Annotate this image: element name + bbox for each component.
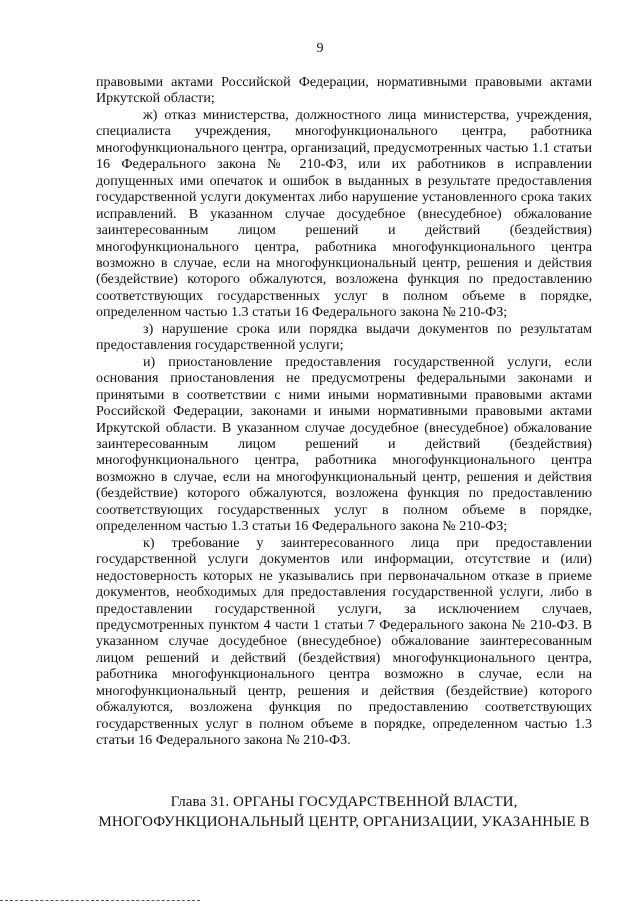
paragraph-item-k: к) требование у заинтересованного лица при предоставлении государственной услуги документов или информации, отсутствие и (или) недостоверность которых не указывались при первоначальном отказе в приеме документов, необходимых для предоставления государственной услуги, либо в предоставлении государственной услуги, за исключением случаев, предусмотренных пунктом 4 части 1 статьи 7 Федерального закона № 210-ФЗ. В указанном случае досудебное (внесудебное) обжалование заинтересованным лицом решений и действий (бездействия) многофункционального центра, работника многофункционального центра возможно в случае, если на многофункциональный центр, решения и действия (бездействие) которого обжалуются, возложена функция по предоставлению соответствующих государственных услуг в полном объеме в порядке, определенном частью 1.3 статьи 16 Федерального закона № 210-ФЗ. [96, 534, 592, 749]
paragraph-item-z: з) нарушение срока или порядка выдачи документов по результатам предоставления государственной услуги; [96, 320, 592, 354]
chapter-heading-line-2: МНОГОФУНКЦИОНАЛЬНЫЙ ЦЕНТР, ОРГАНИЗАЦИИ, УКАЗАННЫЕ В [98, 814, 590, 830]
paragraph-item-i: и) приостановление предоставления государственной услуги, если основания приостановления не предусмотрены федеральными законами и принятыми в соответствии с ними иными нормативными правовыми актами Российской Федерации, законами и иными нормативными правовыми актами Иркутской области. В указанном случае досудебное (внесудебное) обжалование заинтересованным лицом решений и действий (бездействия) многофункционального центра, работника многофункционального центра возможно в случае, если на многофункциональный центр, решения и действия (бездействие) которого обжалуются, возложена функция по предоставлению соответствующих государственных услуг в полном объеме в порядке, определенном частью 1.3 статьи 16 Федерального закона № 210-ФЗ; [96, 353, 592, 535]
chapter-heading-line-1: Глава 31. ОРГАНЫ ГОСУДАРСТВЕННОЙ ВЛАСТИ, [170, 794, 518, 810]
chapter-heading [96, 792, 592, 832]
page-number: 9 [316, 41, 324, 56]
body-text [96, 74, 592, 749]
footnote-divider [0, 900, 200, 901]
paragraph-continuation: правовыми актами Российской Федерации, нормативными правовыми актами Иркутской области; [96, 74, 592, 107]
paragraph-item-zh: ж) отказ министерства, должностного лица министерства, учреждения, специалиста учреждения, многофункционального центра, работника многофункционального центра, организаций, предусмотренных частью 1.1 статьи 16 Федерального закона № 210-ФЗ, или их работников в исправлении допущенных ими опечаток и ошибок в выданных в результате предоставления государственной услуги документах либо нарушение установленного срока таких исправлений. В указанном случае досудебное (внесудебное) обжалование заинтересованным лицом решений и действий (бездействия) многофункционального центра, работника многофункционального центра возможно в случае, если на многофункциональный центр, решения и действия (бездействие) которого обжалуются, возложена функция по предоставлению соответствующих государственных услуг в полном объеме в порядке, определенном частью 1.3 статьи 16 Федерального закона № 210-ФЗ; [96, 106, 592, 321]
